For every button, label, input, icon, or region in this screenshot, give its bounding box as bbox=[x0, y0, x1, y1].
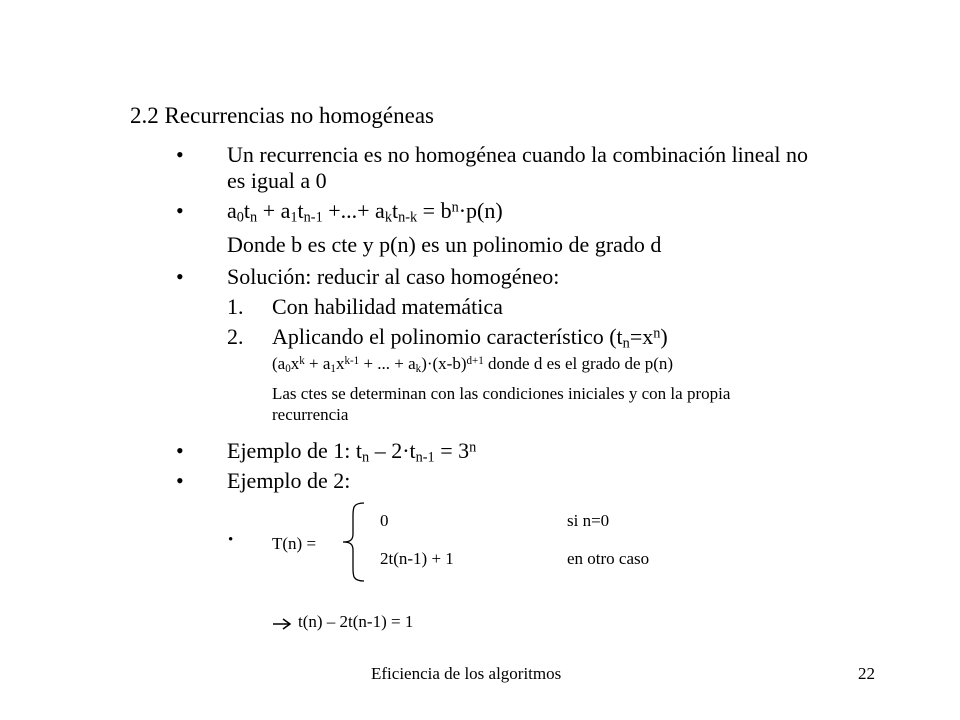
example-1: Ejemplo de 1: $t_n - 2\cdot t_{n-1} = 3^n$ bbox=[227, 438, 477, 466]
bullet-icon: • bbox=[176, 468, 184, 493]
case-1-value: 0 bbox=[380, 511, 389, 530]
slide-title: 2.2 Recurrencias no homogéneas bbox=[130, 103, 435, 128]
list-item-text: Aplicando el polinomio característico $(t_n=x^n)$ bbox=[272, 324, 668, 352]
bullet-text-continued: es igual a 0 bbox=[227, 168, 327, 193]
equation-note: Donde b es cte y p(n) es un polinomio de grado d bbox=[227, 232, 662, 257]
list-number: 1. bbox=[227, 294, 244, 319]
constants-note: Las ctes se determinan con las condiciones iniciales y con la propia bbox=[272, 384, 731, 403]
list-number: 2. bbox=[227, 324, 244, 349]
result-equation: t(n) – 2t(n-1) = 1 bbox=[298, 612, 414, 631]
bullet-icon: • bbox=[176, 264, 184, 289]
bullet-text: Solución: reducir al caso homogéneo: bbox=[227, 264, 560, 289]
recurrence-equation: $a_0t_n + a_1t_{n-1}$ +...+ $a_kt_{n-k} = b^n\cdot p(n)$ bbox=[227, 198, 503, 226]
case-2-condition: en otro caso bbox=[567, 549, 650, 568]
case-1-condition: si n=0 bbox=[567, 511, 610, 530]
bullet-text: Ejemplo de 2: bbox=[227, 468, 351, 493]
right-arrow-icon bbox=[272, 617, 292, 631]
bullet-icon: • bbox=[176, 198, 184, 223]
bullet-icon: • bbox=[176, 438, 184, 463]
piecewise-lhs: T(n) = bbox=[272, 534, 317, 553]
characteristic-polynomial: ($a_0x^k + a_1x^{k-1}$ + ... + $a_k)\cdot(x-b)^{d+1}$ donde d es el grado de p(n) bbox=[272, 354, 674, 375]
page-number: 22 bbox=[858, 664, 875, 683]
left-brace-icon bbox=[338, 500, 368, 584]
small-bullet-icon: • bbox=[228, 532, 234, 548]
constants-note-continued: recurrencia bbox=[272, 405, 349, 424]
footer-title: Eficiencia de los algoritmos bbox=[371, 664, 562, 683]
case-2-value: 2t(n-1) + 1 bbox=[380, 549, 454, 568]
list-item-text: Con habilidad matemática bbox=[272, 294, 503, 319]
bullet-icon: • bbox=[176, 142, 184, 167]
bullet-text: Un recurrencia es no homogénea cuando la combinación lineal no bbox=[227, 142, 808, 167]
